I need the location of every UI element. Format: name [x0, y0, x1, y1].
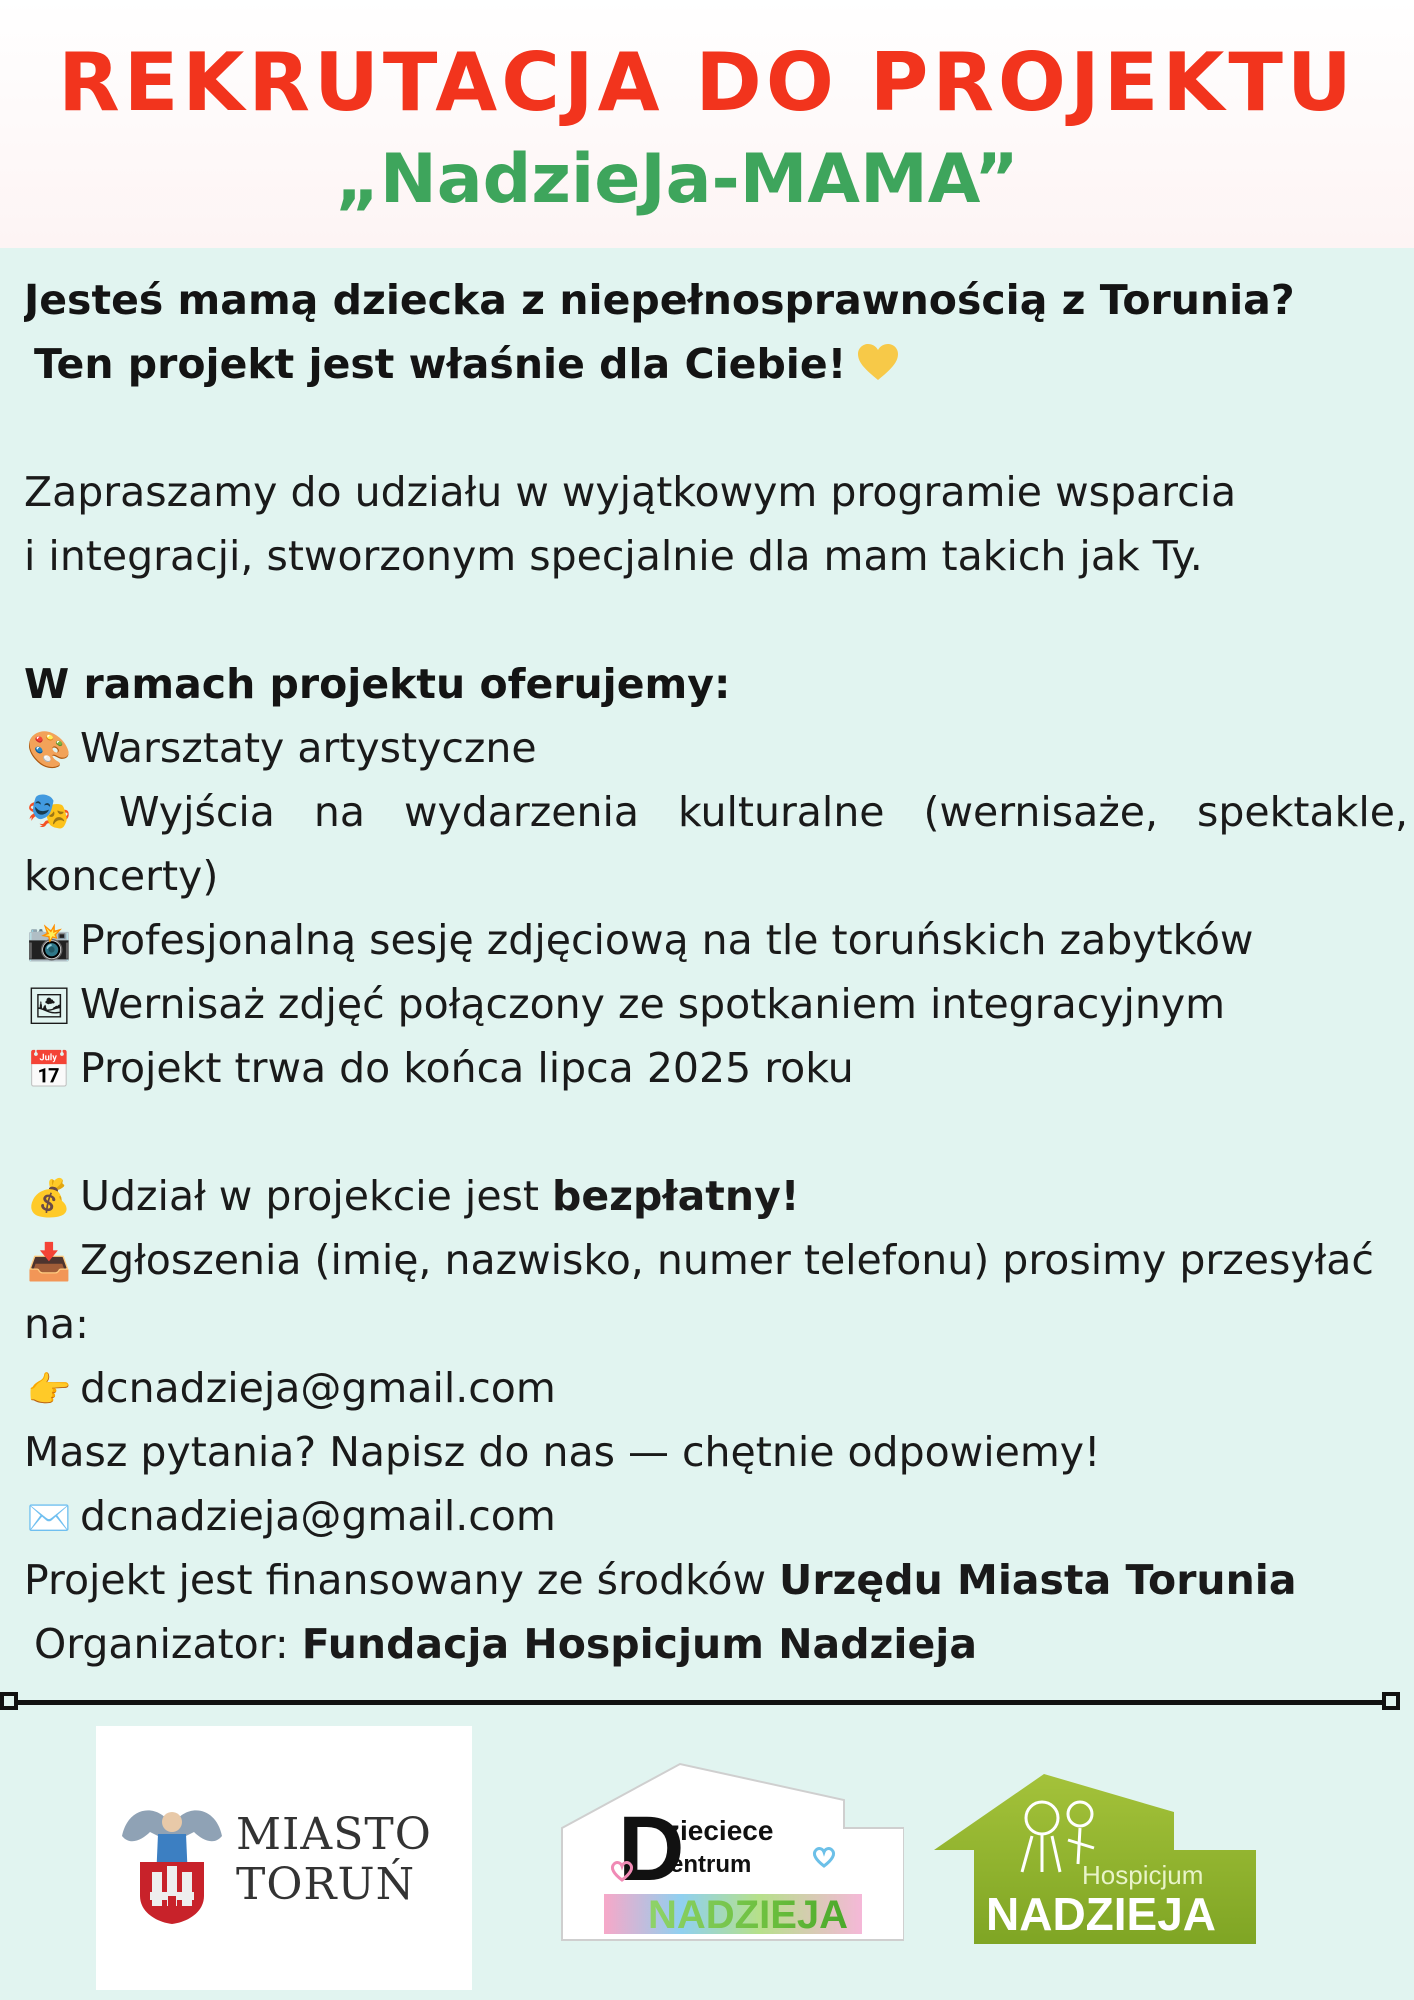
funding-prefix: Projekt jest finansowany ze środków — [24, 1556, 780, 1604]
intro-tagline-text: Ten projekt jest właśnie dla Ciebie! — [34, 340, 847, 388]
offer-item-label: Wernisaż zdjęć połączony ze spotkaniem integracyjnym — [80, 980, 1226, 1028]
logo-dzieciece-centrum-nadzieja — [560, 1762, 904, 1942]
theater-masks-icon: 🎭 — [26, 791, 72, 832]
content — [24, 268, 1408, 1676]
email-link-1[interactable] — [24, 1356, 1408, 1420]
envelope-icon: ✉️ — [26, 1498, 72, 1539]
offer-word: (wernisaże, — [923, 788, 1159, 836]
logo-miasto-torun — [96, 1726, 472, 1990]
inbox-tray-icon: 📥 — [26, 1242, 72, 1283]
organizer-prefix: Organizator: — [34, 1620, 302, 1668]
organizer-bold: Fundacja Hospicjum Nadzieja — [301, 1620, 977, 1668]
offer-word: kulturalne — [678, 788, 885, 836]
divider-cap-left — [0, 1692, 18, 1710]
invite-line-1: Zapraszamy do udziału w wyjątkowym programie wsparcia — [24, 468, 1237, 516]
dc-line-2: entrum — [670, 1851, 752, 1878]
questions-text: Masz pytania? Napisz do nas — chętnie odpowiemy! — [24, 1428, 1101, 1476]
project-name: „NadzieJa-MAMA” — [335, 140, 1019, 219]
yellow-heart-icon — [856, 342, 900, 382]
offer-item-events — [24, 780, 1408, 844]
hn-line-1: Hospicjum — [1082, 1860, 1204, 1890]
funding-line — [24, 1548, 1408, 1612]
organizer-line — [24, 1612, 1408, 1676]
dc-line-3: NADZIEJA — [648, 1893, 849, 1937]
intro-tagline — [24, 332, 1408, 396]
apply-line-1 — [24, 1228, 1408, 1292]
offer-item-events-cont: koncerty) — [24, 852, 219, 900]
offer-item-label: Projekt trwa do końca lipca 2025 roku — [80, 1044, 854, 1092]
divider-cap-right — [1382, 1692, 1400, 1710]
free-bold: bezpłatny! — [552, 1172, 800, 1220]
free-prefix: Udział w projekcie jest — [80, 1172, 553, 1220]
email-address[interactable]: dcnadzieja@gmail.com — [80, 1364, 556, 1412]
free-participation — [24, 1164, 1408, 1228]
divider — [8, 1700, 1400, 1705]
offer-item-duration — [24, 1036, 1408, 1100]
money-bag-icon: 💰 — [26, 1178, 72, 1219]
offer-heading: W ramach projektu oferujemy: — [24, 660, 731, 708]
torun-line-1: MIASTO — [236, 1809, 432, 1860]
hn-line-2: NADZIEJA — [986, 1888, 1217, 1940]
email-link-2[interactable] — [24, 1484, 1408, 1548]
torun-coat-of-arms-icon — [118, 1796, 226, 1926]
page-title: REKRUTACJA DO PROJEKTU — [58, 36, 1356, 129]
offer-word: spektakle, — [1197, 788, 1408, 836]
offer-word: na — [313, 788, 365, 836]
offer-item-label: Warsztaty artystyczne — [80, 724, 537, 772]
camera-flash-icon: 📸 — [26, 922, 72, 963]
header — [0, 0, 1414, 248]
offer-item-photo-session — [24, 908, 1408, 972]
logo-hospicjum-nadzieja — [934, 1772, 1256, 1944]
offer-item-vernissage — [24, 972, 1408, 1036]
dc-line-1: zieciece — [666, 1815, 774, 1846]
dc-letter-d: D — [618, 1798, 685, 1900]
offer-item-workshops — [24, 716, 1408, 780]
funding-bold: Urzędu Miasta Torunia — [779, 1556, 1297, 1604]
palette-icon: 🎨 — [26, 730, 72, 771]
offer-item-label: Profesjonalną sesję zdjęciową na tle toruńskich zabytków — [80, 916, 1254, 964]
invite-line-2: i integracji, stworzonym specjalnie dla mam takich jak Ty. — [24, 532, 1203, 580]
apply-line-2: na: — [24, 1300, 89, 1348]
calendar-icon: 📅 — [26, 1050, 72, 1091]
offer-word: Wyjścia — [118, 788, 275, 836]
apply-text: Zgłoszenia (imię, nazwisko, numer telefonu) prosimy przesyłać — [80, 1236, 1374, 1284]
pointing-hand-icon: 👉 — [26, 1370, 72, 1411]
torun-line-2: TORUŃ — [236, 1859, 416, 1910]
framed-picture-icon: 🖼 — [26, 986, 72, 1027]
offer-word: wydarzenia — [403, 788, 640, 836]
intro-question: Jesteś mamą dziecka z niepełnosprawnością z Torunia? — [24, 276, 1295, 324]
torun-wordmark — [236, 1810, 432, 1910]
email-address[interactable]: dcnadzieja@gmail.com — [80, 1492, 556, 1540]
